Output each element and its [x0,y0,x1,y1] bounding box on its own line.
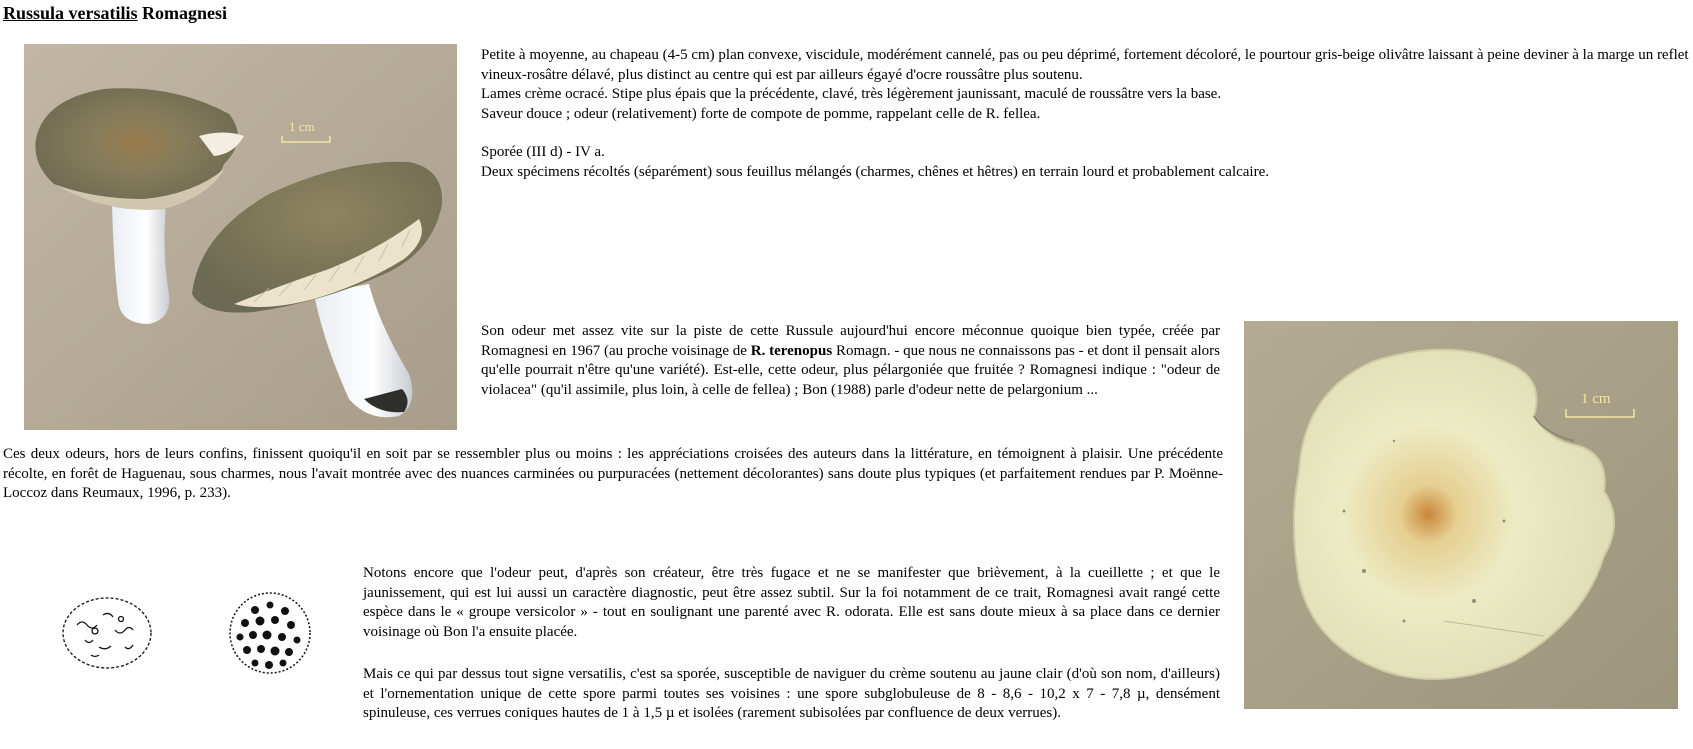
scale-label-left: 1 cm [289,119,315,134]
spore-spiny-drawing [230,593,310,673]
continuation-paragraph: Ces deux odeurs, hors de leurs confins, finissent quoiqu'il en soit par se ressembler plus ou moins : les appréciations croisées des auteurs dans la littérature, en témoignent à plaisir. Une précédente récolte, en forêt de Haguenau, sous charmes, nous l'avait montrée avec des nuances carminées ou purpuracées (nettement décolorantes) sans doute plus typiques (et parfaitement rendues par P. Moënne-Loccoz dans Reumaux, 1996, p. 233). [3,446,1223,501]
mushroom-photo-illustration [24,44,457,430]
notes-paragraph: Notons encore que l'odeur peut, d'après son créateur, être très fugace et ne se manifester que brièvement, à la cueillette ; et que le jaunissement, qui est lui aussi un caractère diagnostic, peut être assez subtil. Sur la foi notamment de ce trait, Romagnesi avait rangé cette espèce dans le « groupe versicolor » - tout en soulignant une parenté avec R. odorata. Elle est sans doute mieux à sa place dans ce dernier voisinage où Bon l'a ensuite placée. [363,565,1220,640]
page-title [3,2,227,24]
species-reference: R. terenopus [750,342,833,359]
spore-outline-drawing [63,598,151,668]
spore-drawings [55,585,335,675]
odor-text-start: Son odeur met assez vite sur la piste de cette Russule aujourd'hui encore méconnue quoique bien typée, créée par Romagnesi en 1967 (au proche voisinage de [481,323,1220,359]
cap-photo-illustration [1244,321,1678,709]
odor-text-end: Romagn. - que nous ne connaissons pas - et dont il pensait alors qu'elle pourrait n'être qu'une variété). Est-elle, cette odeur, plus pélargoniée que fruitée ? Romagnesi indique : "odeur de violacea" (qu'il assimile, plus loin, à celle de fellea) ; Bon (1988) parle d'odeur nette de pelargonium ... [481,342,1221,398]
description-block [481,46,1691,182]
photo-cap-top-view [1244,321,1678,709]
description-habitat: Deux spécimens récoltés (séparément) sous feuillus mélangés (charmes, chênes et hêtres) en terrain lourd et probablement calcaire. [481,163,1270,180]
description-taste-odor: Saveur douce ; odeur (relativement) forte de compote de pomme, rappelant celle de R. fellea. [481,105,1041,122]
spore-illustration [55,585,335,675]
odor-paragraph [481,322,1220,400]
scale-label-right: 1 cm [1581,391,1611,407]
species-name: Russula versatilis [3,3,138,23]
photo-two-specimens [24,44,457,430]
spore-paragraph: Mais ce qui par dessus tout signe versatilis, c'est sa sporée, susceptible de naviguer du crème soutenu au jaune clair (d'où son nom, d'ailleurs) et l'ornementation unique de cette spore parmi toutes ses voisines : une spore subglobuleuse de 8 - 8,6 - 10,2 x 7 - 7,8 µ, densément spinuleuse, ces verrues coniques hautes de 1 à 1,5 µ et isolées (rarement subisolées par confluence de deux verrues). [363,666,1220,721]
species-author: Romagnesi [142,3,228,23]
description-gills-stipe: Lames crème ocracé. Stipe plus épais que la précédente, clavé, très légèrement jaunissant, maculé de roussâtre vers la base. [481,86,1222,102]
description-spore-print: Sporée (III d) - IV a. [481,144,605,160]
description-cap: Petite à moyenne, au chapeau (4-5 cm) plan convexe, viscidule, modérément cannelé, pas ou peu déprimé, fortement décoloré, le pourtour gris-beige olivâtre laissant à peine deviner à la marge un reflet vineux-rosâtre délavé, plus distinct au centre qui est par ailleurs égayé d'ocre roussâtre plus soutenu. [481,47,1689,83]
